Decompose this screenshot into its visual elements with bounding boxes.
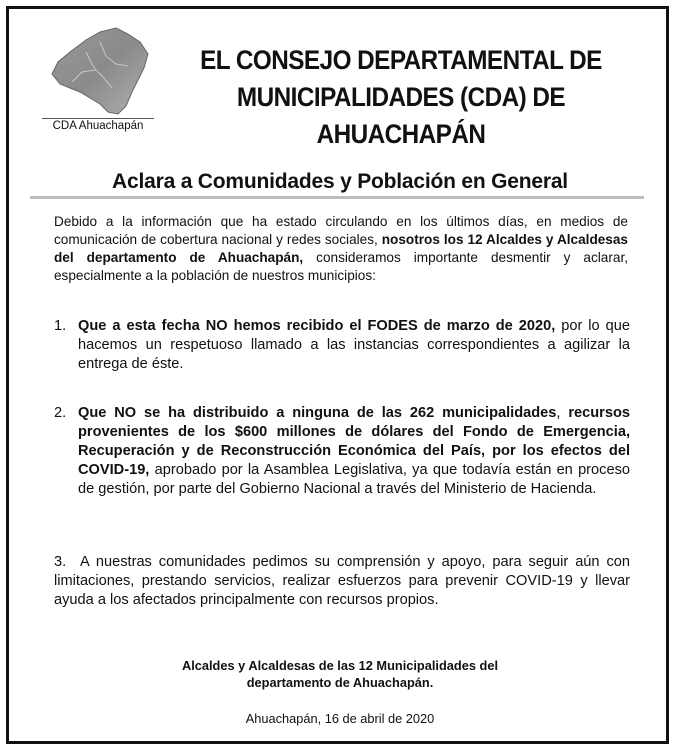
page-subtitle: Aclara a Comunidades y Población en General bbox=[112, 170, 568, 193]
page-title bbox=[186, 42, 616, 153]
intro-paragraph bbox=[54, 213, 628, 285]
signature-line-2: departamento de Ahuachapán. bbox=[246, 675, 434, 690]
intro-text-1: Debido a la información que ha estado circulando en los últimos días, en medios de comunicación de cobertura nacional y redes sociales, bbox=[54, 214, 628, 247]
item-text bbox=[54, 404, 630, 499]
item-bold: Que a esta fecha NO hemos recibido el FODES de marzo de 2020, bbox=[78, 318, 556, 334]
intro-text-2: consideramos importante desmentir y aclarar, especialmente a la población de nuestros municipios: bbox=[54, 250, 628, 283]
item-number: 2. bbox=[54, 405, 67, 421]
title-line-2: MUNICIPALIDADES (CDA) DE AHUACHAPÁN bbox=[236, 82, 566, 149]
item-text bbox=[54, 317, 630, 374]
intro-bold: nosotros los 12 Alcaldes y Alcaldesas del departamento de Ahuachapán, bbox=[54, 232, 628, 265]
date-line: Ahuachapán, 16 de abril de 2020 bbox=[245, 711, 435, 726]
item-body: A nuestras comunidades pedimos su comprensión y apoyo, para seguir aún con limitaciones, prestando servicios, realizar esfuerzos para prevenir COVID-19 y llevar ayuda a los afectados principalmente con recursos propios. bbox=[54, 554, 631, 608]
item-number: 1. bbox=[54, 318, 67, 334]
item-comma: , bbox=[556, 405, 569, 421]
item-bold-2: recursos provenientes de los $600 millones de dólares del Fondo de Emergencia, Recuperación y de Reconstrucción Económica del País, por los efectos del COVID-19, bbox=[78, 405, 630, 478]
item-text bbox=[54, 553, 630, 610]
logo-caption: CDA Ahuachapán bbox=[52, 120, 144, 132]
item-rest: por lo que hacemos un respetuoso llamado a las instancias correspondientes a agilizar la entrega de éste. bbox=[78, 318, 630, 372]
list-item-1 bbox=[54, 317, 630, 374]
item-number: 3. bbox=[54, 554, 67, 570]
divider-rule bbox=[30, 196, 644, 199]
list-item-2 bbox=[54, 404, 630, 499]
list-item-3 bbox=[54, 553, 630, 610]
title-line-1: EL CONSEJO DEPARTAMENTAL DE bbox=[200, 45, 602, 75]
item-rest: aprobado por la Asamblea Legislativa, ya que todavía están en proceso de gestión, por parte del Gobierno Nacional a través del Ministerio de Hacienda. bbox=[78, 462, 630, 497]
signature-line-1: Alcaldes y Alcaldesas de las 12 Municipalidades del bbox=[181, 658, 499, 673]
item-bold: Que NO se ha distribuido a ninguna de las 262 municipalidades bbox=[78, 405, 557, 421]
signature-block bbox=[120, 657, 560, 691]
